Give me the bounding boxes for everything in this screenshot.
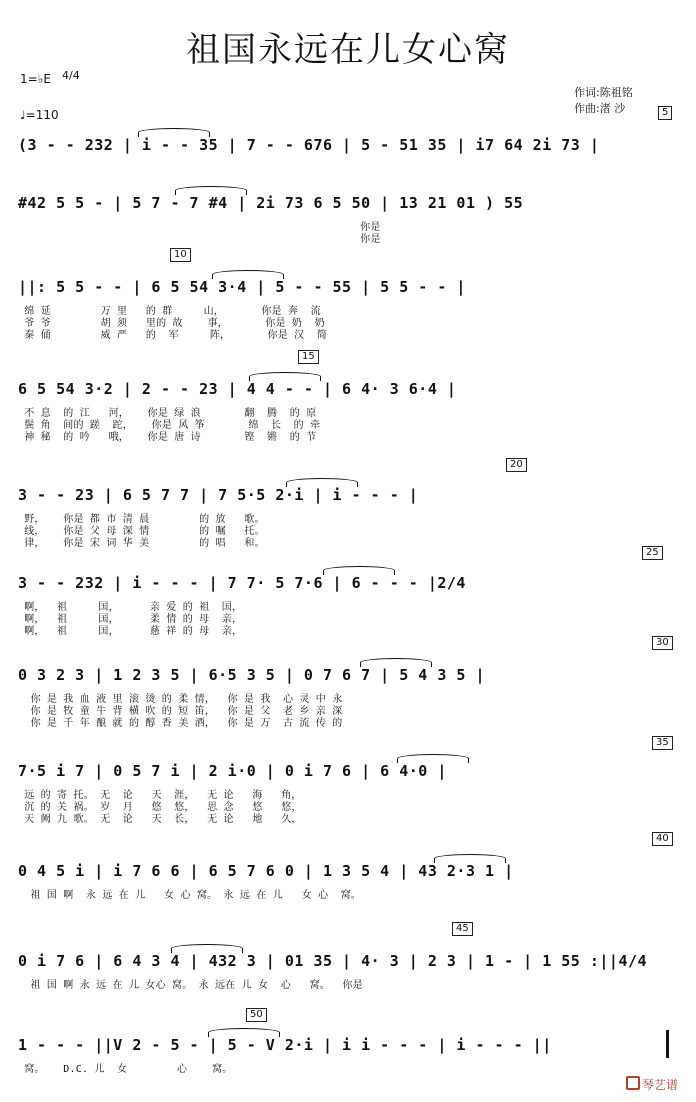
notation-system xyxy=(18,862,668,922)
tie-arc xyxy=(397,754,469,763)
notation-system xyxy=(18,762,668,825)
lyric-line: 你 是 千 年 酿 就 的 醇 香 美 酒， 你 是 万 古 流 传 的 xyxy=(18,718,343,729)
measure-number: 5 xyxy=(658,106,672,120)
composer-credit: 作曲:渚 沙 xyxy=(574,102,626,115)
lyric-line: 远 的 寄 托。 无 论 天 涯， 无 论 海 角， xyxy=(18,790,302,801)
key-signature: 1=♭E xyxy=(20,72,51,86)
note-line: 6 5 54 3·2 | 2 - - 23 | 4 4 - - | 6 4· 3 6·4 | xyxy=(18,380,457,398)
page-title: 祖国永远在儿女心窝 xyxy=(186,30,510,70)
note-line: 3 - - 23 | 6 5 7 7 | 7 5·5 2·i | i - - - | xyxy=(18,486,419,504)
note-line: (3 - - 232 | i - - 35 | 7 - - 676 | 5 - 51 35 | i7 64 2i 73 | xyxy=(18,136,600,154)
lyric-line: 绵 延 万 里 的 群 山， 你是 奔 流 xyxy=(18,306,321,317)
final-barline xyxy=(666,1030,669,1058)
notation-system xyxy=(18,194,668,254)
tie-arc xyxy=(212,270,284,279)
lyric-line: 窝。 D.C. 儿 女 心 窝。 xyxy=(18,1064,233,1075)
notation-system xyxy=(18,574,668,637)
logo-icon xyxy=(626,1076,640,1090)
lyric-line: 你 是 我 血 液 里 滚 烫 的 柔 情， 你 是 我 心 灵 中 永 xyxy=(18,694,343,705)
lyric-line: 律， 你是 宋 词 华 美 的 唱 和。 xyxy=(18,538,265,549)
lyric-line: 你 是 牧 童 牛 背 横 吹 的 短 笛， 你 是 父 老 乡 亲 深 xyxy=(18,706,343,717)
lyricist-credit: 作词:陈祖铭 xyxy=(574,86,633,99)
tie-arc xyxy=(138,128,210,137)
lyric-line: 爷 爷 胡 须 里的 故 事， 你是 奶 奶 xyxy=(18,318,325,329)
lyric-line: 啊， 祖 国， 慈 祥 的 母 亲， xyxy=(18,626,243,637)
notation-system xyxy=(18,1036,668,1096)
lyric-line: 啊， 祖 国， 亲 爱 的 祖 国， xyxy=(18,602,243,613)
note-line: 0 4 5 i | i 7 6 6 | 6 5 7 6 0 | 1 3 5 4 | 43 2·3 1 | xyxy=(18,862,514,880)
watermark: 琴艺谱 xyxy=(626,1076,678,1093)
tempo-marking: ♩=110 xyxy=(20,108,59,122)
lyric-line: 天 阙 九 歌。 无 论 天 长， 无 论 地 久， xyxy=(18,814,302,825)
lyric-line: 你是 xyxy=(18,222,381,233)
measure-number: 40 xyxy=(652,832,673,846)
notation-system xyxy=(18,136,668,196)
measure-number: 35 xyxy=(652,736,673,750)
tie-arc xyxy=(360,658,432,667)
lyric-line: 沉 的 关 祸。 岁 月 悠 悠， 思 念 悠 悠， xyxy=(18,802,302,813)
lyric-line: 你是 xyxy=(18,234,381,245)
tie-arc xyxy=(175,186,247,195)
measure-number: 25 xyxy=(642,546,663,560)
tie-arc xyxy=(434,854,506,863)
tie-arc xyxy=(249,372,321,381)
measure-number: 50 xyxy=(246,1008,267,1022)
measure-number: 20 xyxy=(506,458,527,472)
note-line: #42 5 5 - | 5 7 - 7 #4 | 2i 73 6 5 50 | 13 21 01 ) 55 xyxy=(18,194,524,212)
note-line: ||: 5 5 - - | 6 5 54 3·4 | 5 - - 55 | 5 5 - - | xyxy=(18,278,466,296)
lyric-line: 秦 俑 威 严 的 军 阵， 你是 汉 简 xyxy=(18,330,328,341)
lyric-line: 线， 你是 父 母 深 情 的 嘱 托。 xyxy=(18,526,265,537)
lyric-line: 神 秘 的 吟 哦， 你是 唐 诗 铿 锵 的 节 xyxy=(18,432,317,443)
note-line: 1 - - - ||V 2 - 5 - | 5 - V 2·i | i i - - - | i - - - || xyxy=(18,1036,552,1054)
note-line: 3 - - 232 | i - - - | 7 7· 5 7·6 | 6 - - - |2/4 xyxy=(18,574,466,592)
notation-system xyxy=(18,666,668,729)
measure-number: 30 xyxy=(652,636,673,650)
lyric-line: 野， 你是 都 市 清 晨 的 放 歌。 xyxy=(18,514,265,525)
note-line: 7·5 i 7 | 0 5 7 i | 2 i·0 | 0 i 7 6 | 6 4·0 | xyxy=(18,762,447,780)
lyric-line: 祖 国 啊 永 远 在 儿 女心 窝。 永 远在 儿 女 心 窝。 你是 xyxy=(18,980,363,991)
notation-system xyxy=(18,278,668,341)
notation-system xyxy=(18,380,668,443)
lyric-line: 啊， 祖 国， 柔 情 的 母 亲， xyxy=(18,614,243,625)
tie-arc xyxy=(171,944,243,953)
tie-arc xyxy=(323,566,395,575)
tie-arc xyxy=(286,478,358,487)
time-signature: 4/4 xyxy=(62,69,80,82)
measure-number: 15 xyxy=(298,350,319,364)
note-line: 0 3 2 3 | 1 2 3 5 | 6·5 3 5 | 0 7 6 7 | 5 4 3 5 | xyxy=(18,666,486,684)
note-line: 0 i 7 6 | 6 4 3 4 | 432 3 | 01 35 | 4· 3 | 2 3 | 1 - | 1 55 :||4/4 xyxy=(18,952,648,970)
lyric-line: 鬓 角 间的 蹉 跎， 你是 风 筝 绵 长 的 牵 xyxy=(18,420,321,431)
notation-system xyxy=(18,486,668,549)
lyric-line: 祖 国 啊 永 远 在 儿 女 心 窝。 永 远 在 儿 女 心 窝。 xyxy=(18,890,362,901)
tie-arc xyxy=(208,1028,280,1037)
lyric-line: 不 息 的 江 河， 你是 绿 浪 翻 腾 的 原 xyxy=(18,408,317,419)
measure-number: 10 xyxy=(170,248,191,262)
measure-number: 45 xyxy=(452,922,473,936)
notation-system xyxy=(18,952,668,1012)
